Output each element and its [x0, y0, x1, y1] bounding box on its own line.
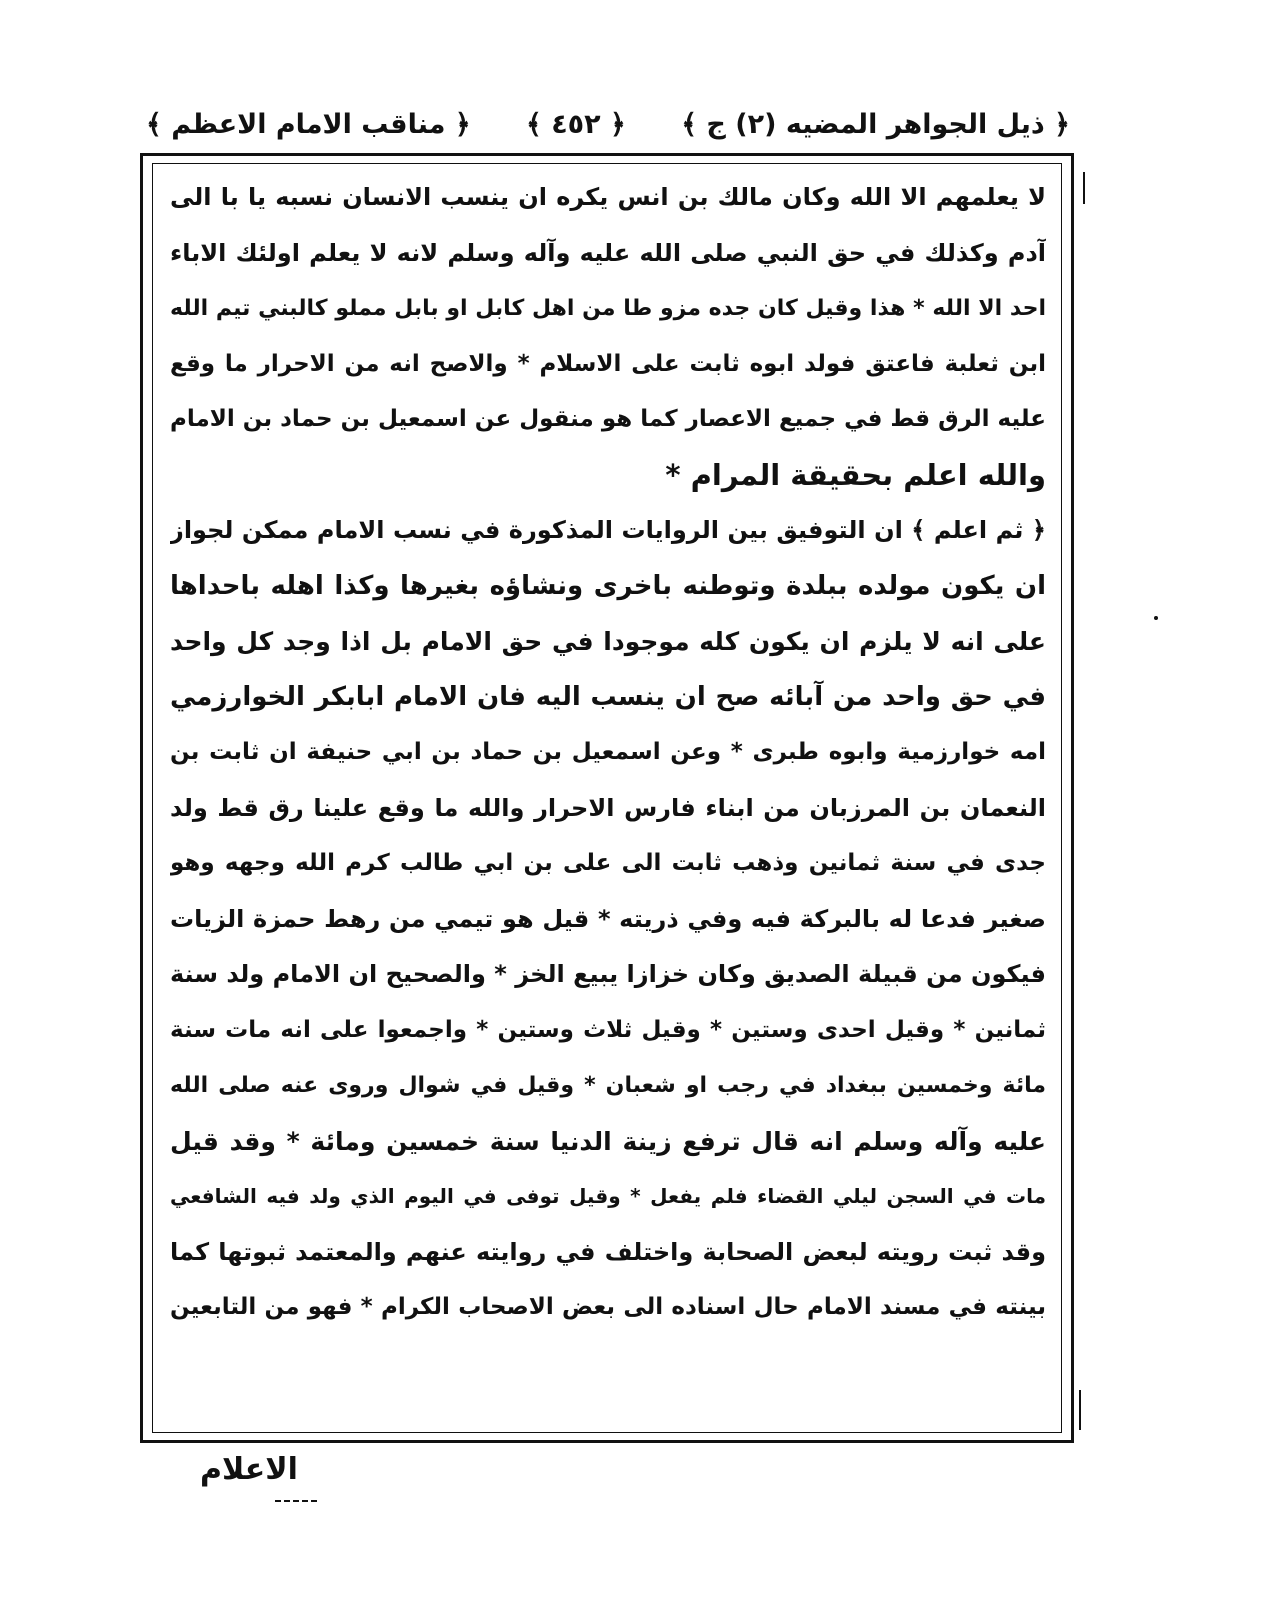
frame-edge-mark — [1083, 172, 1085, 204]
text-line: مات في السجن ليلي القضاء فلم يفعل * وقيل توفى في اليوم الذي ولد فيه الشافعي — [170, 1184, 1046, 1208]
text-line: ان يكون مولده ببلدة وتوطنه باخرى ونشاؤه بغيرها وكذا اهله باحداها — [170, 570, 1046, 601]
text-line: ثمانين * وقيل احدى وستين * وقيل ثلاث وستين * واجمعوا على انه مات سنة — [170, 1016, 1046, 1043]
text-line: آدم وكذلك في حق النبي صلى الله عليه وآله وسلم لانه لا يعلم اولئك الاباء — [170, 238, 1046, 267]
text-line: لا يعلمهم الا الله وكان مالك بن انس يكره ان ينسب الانسان نسبه يا با الى — [170, 183, 1046, 211]
text-line: صغير فدعا له بالبركة فيه وفي ذريته * قيل هو تيمي من رهط حمزة الزيات — [170, 904, 1046, 933]
text-line: امه خوارزمية وابوه طبرى * وعن اسمعيل بن حماد بن ابي حنيفة ان ثابت بن — [170, 739, 1046, 765]
header-section-title: ﴿ مناقب الامام الاعظم ﴾ — [146, 108, 471, 140]
catchword-underline — [275, 1500, 317, 1502]
text-line: احد الا الله * هذا وقيل كان جده مزو طا من اهل كابل او بابل مملو كالبني تيم الله — [170, 296, 1046, 321]
scan-speck — [1154, 616, 1158, 620]
text-line: والله اعلم بحقيقة المرام * — [665, 457, 1046, 492]
text-line: وقد ثبت رويته لبعض الصحابة واختلف في روايته عنهم والمعتمد ثبوتها كما — [170, 1237, 1046, 1266]
text-line: النعمان بن المرزبان من ابناء فارس الاحرار والله ما وقع علينا رق قط ولد — [170, 793, 1046, 822]
text-line: ابن ثعلبة فاعتق فولد ابوه ثابت على الاسلام * والاصح انه من الاحرار ما وقع — [170, 350, 1046, 377]
header-book-title: ﴿ ذيل الجواهر المضيه (٢) ج ﴾ — [681, 108, 1070, 140]
body-text — [170, 170, 1046, 1430]
text-line: مائة وخمسين ببغداد في رجب او شعبان * وقيل في شوال وروى عنه صلى الله — [170, 1073, 1046, 1098]
text-line: فيكون من قبيلة الصديق وكان خزازا يبيع الخز * والصحيح ان الامام ولد سنة — [170, 960, 1046, 988]
frame-edge-mark — [1079, 1390, 1081, 1430]
text-line: جدى في سنة ثمانين وذهب ثابت الى على بن ابي طالب كرم الله وجهه وهو — [170, 850, 1046, 876]
text-line: عليه وآله وسلم انه قال ترفع زينة الدنيا سنة خمسين ومائة * وقد قيل — [170, 1126, 1046, 1156]
text-line: في حق واحد من آبائه صح ان ينسب اليه فان الامام ابابكر الخوارزمي — [170, 681, 1046, 712]
text-line: بينته في مسند الامام حال اسناده الى بعض الاصحاب الكرام * فهو من التابعين — [170, 1294, 1046, 1320]
header-page-number: ﴿ ٤٥٢ ﴾ — [525, 108, 626, 140]
text-line: ﴿ ثم اعلم ﴾ ان التوفيق بين الروايات المذكورة في نسب الامام ممكن لجواز — [170, 516, 1046, 544]
running-header — [146, 100, 1070, 148]
catchword: الاعلام — [200, 1452, 298, 1487]
text-line: عليه الرق قط في جميع الاعصار كما هو منقول عن اسمعيل بن حماد بن الامام — [170, 406, 1046, 432]
text-line: على انه لا يلزم ان يكون كله موجودا في حق الامام بل اذا وجد كل واحد — [170, 627, 1046, 656]
